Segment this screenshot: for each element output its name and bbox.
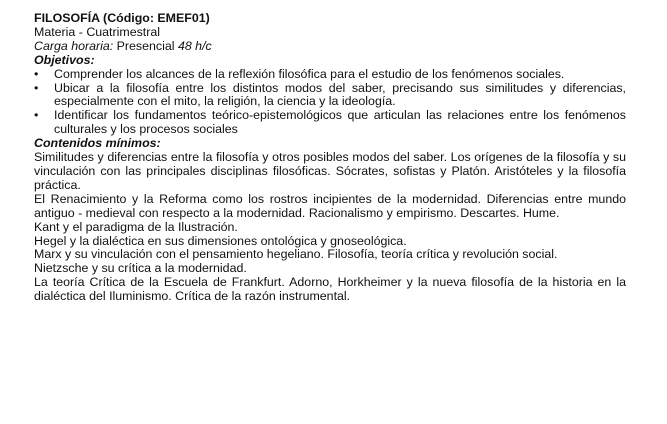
bullet-icon: • [34, 108, 39, 123]
content-paragraph: La teoría Crítica de la Escuela de Frankfurt. Adorno, Horkheimer y la nueva filosofía de la historia en la dialéctica del Iluminismo. Crítica de la razón instrumental. [34, 275, 626, 304]
objective-item [34, 68, 626, 82]
content-paragraph: Hegel y la dialéctica en sus dimensiones ontológica y gnoseológica. [34, 233, 407, 248]
objectives-heading: Objetivos: [34, 52, 95, 67]
document-page [34, 12, 626, 304]
objective-item [34, 109, 626, 137]
bullet-icon: • [34, 66, 39, 81]
objective-text: Identificar los fundamentos teórico-epistemológicos que articulan las relaciones entre los fenómenos culturales y los procesos sociales [54, 108, 626, 137]
subject-type: Materia - Cuatrimestral [34, 24, 160, 39]
content-paragraph: Nietzsche y su crítica a la modernidad. [34, 261, 247, 276]
objective-text: Comprender los alcances de la reflexión filosófica para el estudio de los fenómenos sociales. [54, 66, 565, 81]
workload-line [34, 40, 626, 54]
workload-hours: 48 h/c [177, 38, 212, 53]
content-paragraph: Marx y su vinculación con el pensamiento hegeliano. Filosofía, teoría crítica y revolución social. [34, 247, 558, 262]
content-paragraph: Kant y el paradigma de la Ilustración. [34, 219, 238, 234]
workload-label: Carga horaria: [34, 38, 114, 53]
course-title: FILOSOFÍA (Código: EMEF01) [34, 11, 210, 25]
content-paragraph: El Renacimiento y la Reforma como los rostros incipientes de la modernidad. Diferencias entre mundo antiguo - medieval con respecto a la modernidad. Racionalismo y empirismo. Descartes. Hume. [34, 191, 626, 220]
objective-item [34, 82, 626, 110]
bullet-icon: • [34, 80, 39, 95]
objective-text: Ubicar a la filosofía entre los distintos modos del saber, precisando sus similitudes y diferencias, especialmente con el mito, la religión, la ciencia y la ideología. [54, 80, 626, 109]
objectives-list [34, 68, 626, 138]
workload-mode: Presencial [113, 38, 178, 53]
content-paragraph: Similitudes y diferencias entre la filosofía y otros posibles modos del saber. Los orígenes de la filosofía y su vinculación con las principales disciplinas filosóficas. Sócrates, sofistas y Platón. Aristóteles y la filosofía práctica. [34, 150, 626, 192]
contents-heading: Contenidos mínimos: [34, 136, 161, 151]
